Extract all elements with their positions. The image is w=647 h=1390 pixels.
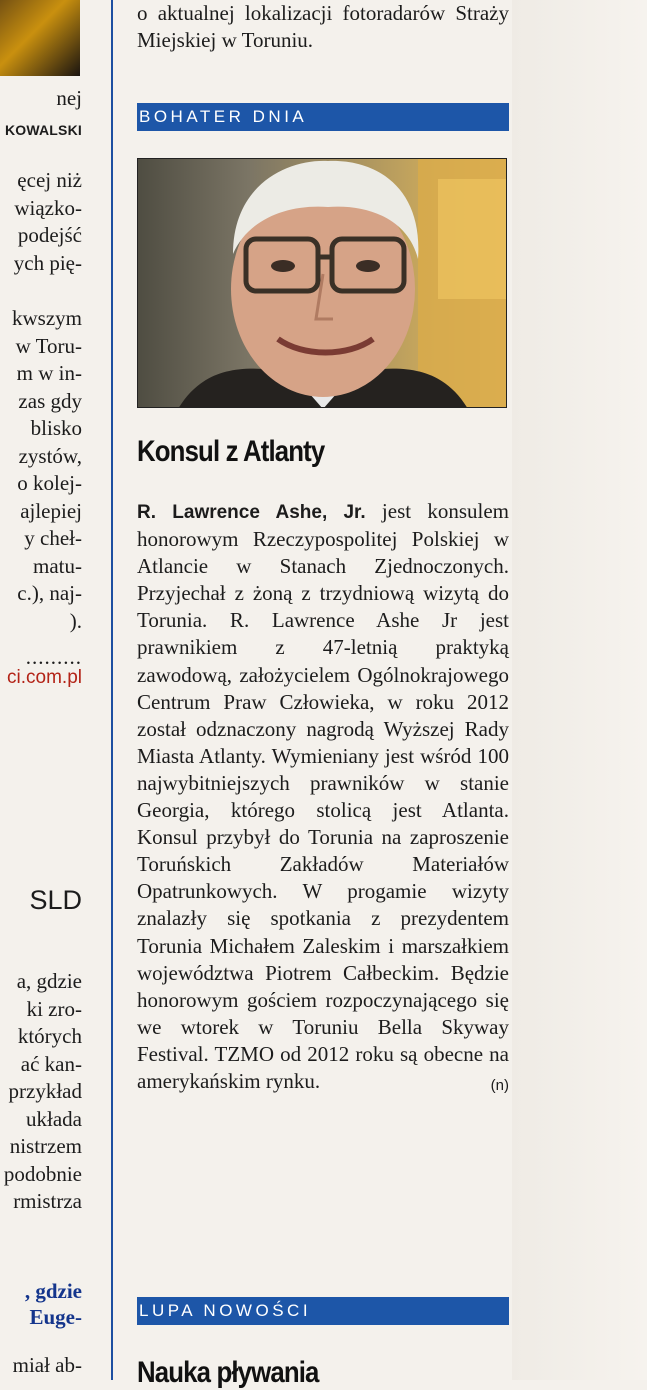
left-line: układa [26, 1107, 82, 1131]
right-margin [512, 0, 647, 1380]
left-line: miał ab- [12, 1353, 82, 1377]
portrait-photo [137, 158, 507, 408]
left-line: kwszym [12, 306, 82, 330]
left-line: ki zro- [26, 997, 82, 1021]
left-url[interactable]: ci.com.pl [7, 667, 82, 688]
left-heading-2 [25, 1278, 82, 1330]
left-line: zystów, [18, 444, 82, 468]
left-line: przykład [8, 1079, 82, 1103]
left-line: m w in- [16, 361, 82, 385]
left-column-fragment [0, 0, 108, 1380]
column-rule [111, 0, 113, 1380]
left-dot-leader: ......... [25, 645, 82, 669]
section-bar-bohater-dnia: BOHATER DNIA [137, 103, 509, 131]
article-body [137, 498, 509, 1099]
left-line: a, gdzie [16, 969, 82, 993]
article-signature: (n) [490, 1076, 509, 1094]
left-line: ajlepiej [20, 499, 82, 523]
portrait-illustration [138, 159, 507, 408]
left-heading-2-line: Euge- [29, 1305, 82, 1329]
next-article-headline: Nauka pływania [137, 1356, 319, 1389]
left-line: c.), naj- [17, 581, 82, 605]
section-bar-lupa-nowosci: LUPA NOWOŚCI [137, 1297, 509, 1325]
left-line: których [17, 1024, 82, 1048]
left-line: podobnie [3, 1162, 82, 1186]
left-byline: KOWALSKI [4, 122, 82, 138]
left-line: y cheł- [24, 526, 82, 550]
left-line: ęcej niż [17, 168, 82, 192]
left-line: o kolej- [17, 471, 82, 495]
left-line: nistrzem [9, 1134, 82, 1158]
left-line: rmistrza [13, 1189, 82, 1213]
top-article-tail: o aktualnej lokalizacji fotoradarów Straży Miejskiej w Toruniu. [137, 1, 509, 52]
left-photo [0, 0, 80, 76]
left-heading-2-line: , gdzie [24, 1279, 82, 1303]
left-line: podejść [17, 223, 82, 247]
left-line: zas gdy [18, 389, 82, 413]
left-line: w Toru- [15, 334, 82, 358]
article-headline: Konsul z Atlanty [137, 435, 325, 468]
left-line: nej [56, 86, 82, 110]
left-line: ych pię- [13, 251, 82, 275]
left-line: wiązko- [14, 196, 82, 220]
article-text: jest konsulem honorowym Rzeczypospolitej Polskiej w Atlancie w Stanach Zjednoczonych. Przyjechał z żoną z trzydniową wizytą do Torunia. R. Lawrence Ashe Jr jest prawnikiem z 47-letnią praktyką zawodową, założycielem Ogólnokrajowego Centrum Praw Człowieka, w roku 2012 został odznaczony nagrodą Wyższej Rady Miasta Atlanty. Wymieniany jest wśród 100 najwybitniejszych prawników w stanie Georgia, którego stolicą jest Atlanta. Konsul przybył do Torunia na zaproszenie Toruńskich Zakładów Materiałów Opatrunkowych. W progamie wizyty znalazły się spotkania z prezydentem Torunia Michałem Zaleskim i marszałkiem województwa Piotrem Całbeckim. Będzie honorowym gościem rozpoczynającego się we wtorek w Toruniu Bella Skyway Festival. TZMO od 2012 roku są obecne na amerykańskim rynku. [137, 499, 509, 1093]
left-line: blisko [30, 416, 82, 440]
left-line: ). [69, 609, 82, 633]
left-line: matu- [33, 554, 82, 578]
left-heading-sld: SLD [29, 885, 82, 915]
left-line: ać kan- [20, 1052, 82, 1076]
article-lead-name: R. Lawrence Ashe, Jr. [137, 502, 366, 523]
